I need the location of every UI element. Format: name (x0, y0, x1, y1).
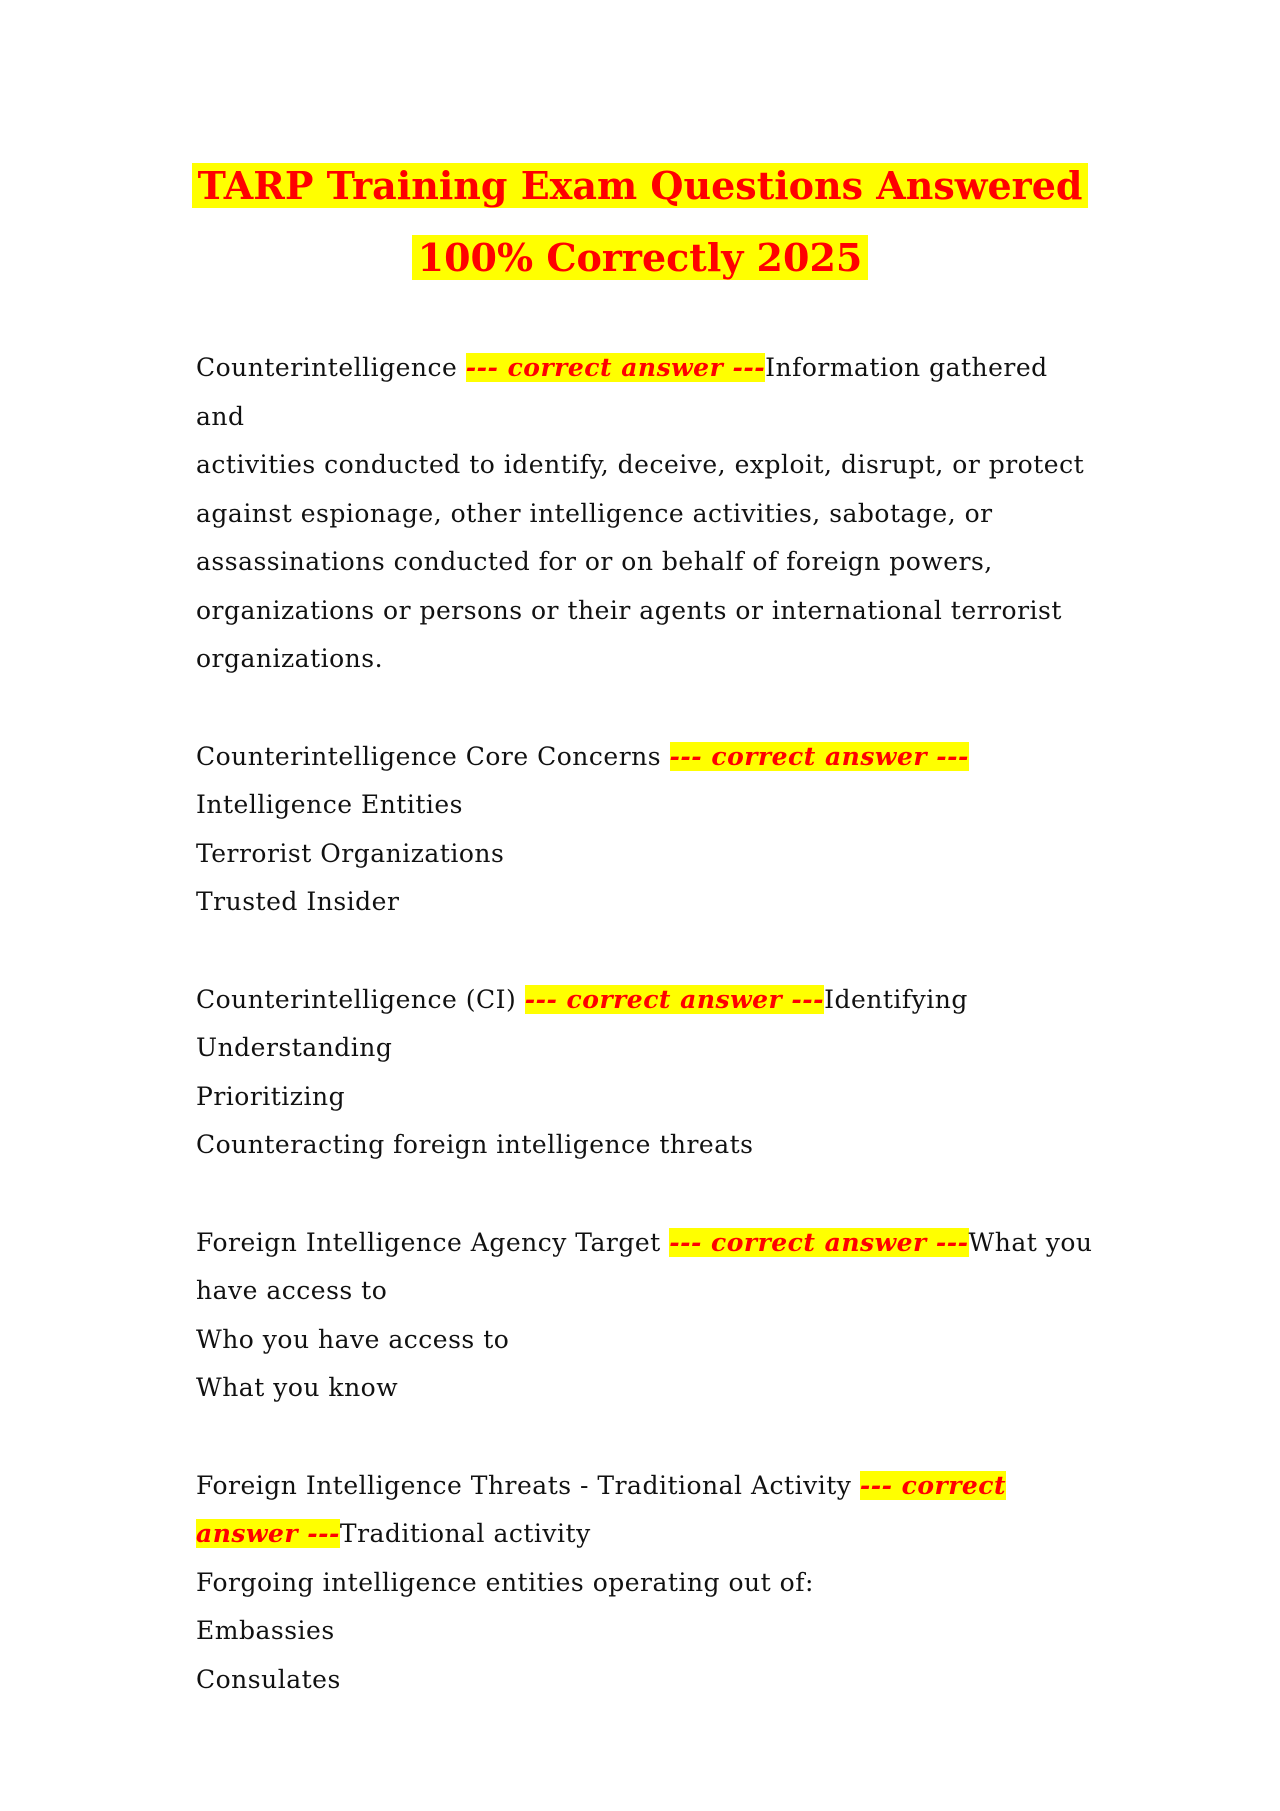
entry-answer-line: What you know (196, 1373, 399, 1402)
entry-answer-line: organizations or persons or their agents or international terrorist (196, 595, 1062, 625)
correct-answer-marker: --- correct answer --- (669, 1227, 969, 1257)
entry-answer-line: What you (968, 1227, 1093, 1257)
entry-answer-line: Terrorist Organizations (196, 838, 505, 868)
correct-answer-marker: --- correct answer --- (524, 984, 825, 1014)
qa-entry (196, 733, 1096, 927)
entry-term: Counterintelligence (CI) (196, 984, 517, 1014)
entry-answer-line: Trusted Insider (196, 887, 400, 916)
qa-entry (196, 344, 1096, 684)
entry-answer-line: Counteracting foreign intelligence threats (196, 1130, 754, 1159)
entry-answer-line: Information gathered and (196, 353, 1048, 431)
entry-answer-line: Consulates (196, 1664, 341, 1694)
correct-answer-marker: --- correct (859, 1470, 1007, 1500)
entry-answer-line: organizations. (196, 644, 384, 673)
entry-term: Counterintelligence (196, 353, 458, 382)
entry-answer-line: Understanding (196, 1033, 393, 1062)
entry-answer-line: Embassies (196, 1616, 335, 1645)
entry-term: Counterintelligence Core Concerns (196, 741, 662, 771)
entry-answer-line: against espionage, other intelligence activities, sabotage, or (196, 498, 993, 528)
document-title (0, 150, 1280, 294)
title-line-1: TARP Training Exam Questions Answered (192, 163, 1089, 208)
qa-entry (196, 1219, 1096, 1413)
entry-term: Foreign Intelligence Agency Target (196, 1227, 661, 1257)
qa-entry (196, 1462, 1096, 1705)
entry-answer-line: Traditional activity (339, 1519, 591, 1548)
correct-answer-marker: --- correct answer --- (669, 741, 969, 771)
document-body (196, 344, 1096, 1753)
entry-answer-line: Intelligence Entities (196, 790, 464, 819)
entry-answer-line: Identifying (824, 984, 968, 1014)
qa-entry (196, 976, 1096, 1170)
entry-answer-line: activities conducted to identify, deceive, exploit, disrupt, or protect (196, 450, 1085, 479)
correct-answer-marker: answer --- (196, 1519, 340, 1548)
entry-answer-line: assassinations conducted for or on behalf of foreign powers, (196, 547, 993, 576)
entry-answer-line: Prioritizing (196, 1081, 346, 1111)
entry-answer-line: have access to (196, 1276, 388, 1305)
entry-answer-line: Who you have access to (196, 1324, 510, 1354)
title-line-2: 100% Correctly 2025 (412, 235, 869, 280)
entry-term: Foreign Intelligence Threats - Traditional Activity (196, 1470, 852, 1500)
entry-answer-line: Forgoing intelligence entities operating out of: (196, 1567, 814, 1597)
correct-answer-marker: --- correct answer --- (465, 353, 766, 382)
